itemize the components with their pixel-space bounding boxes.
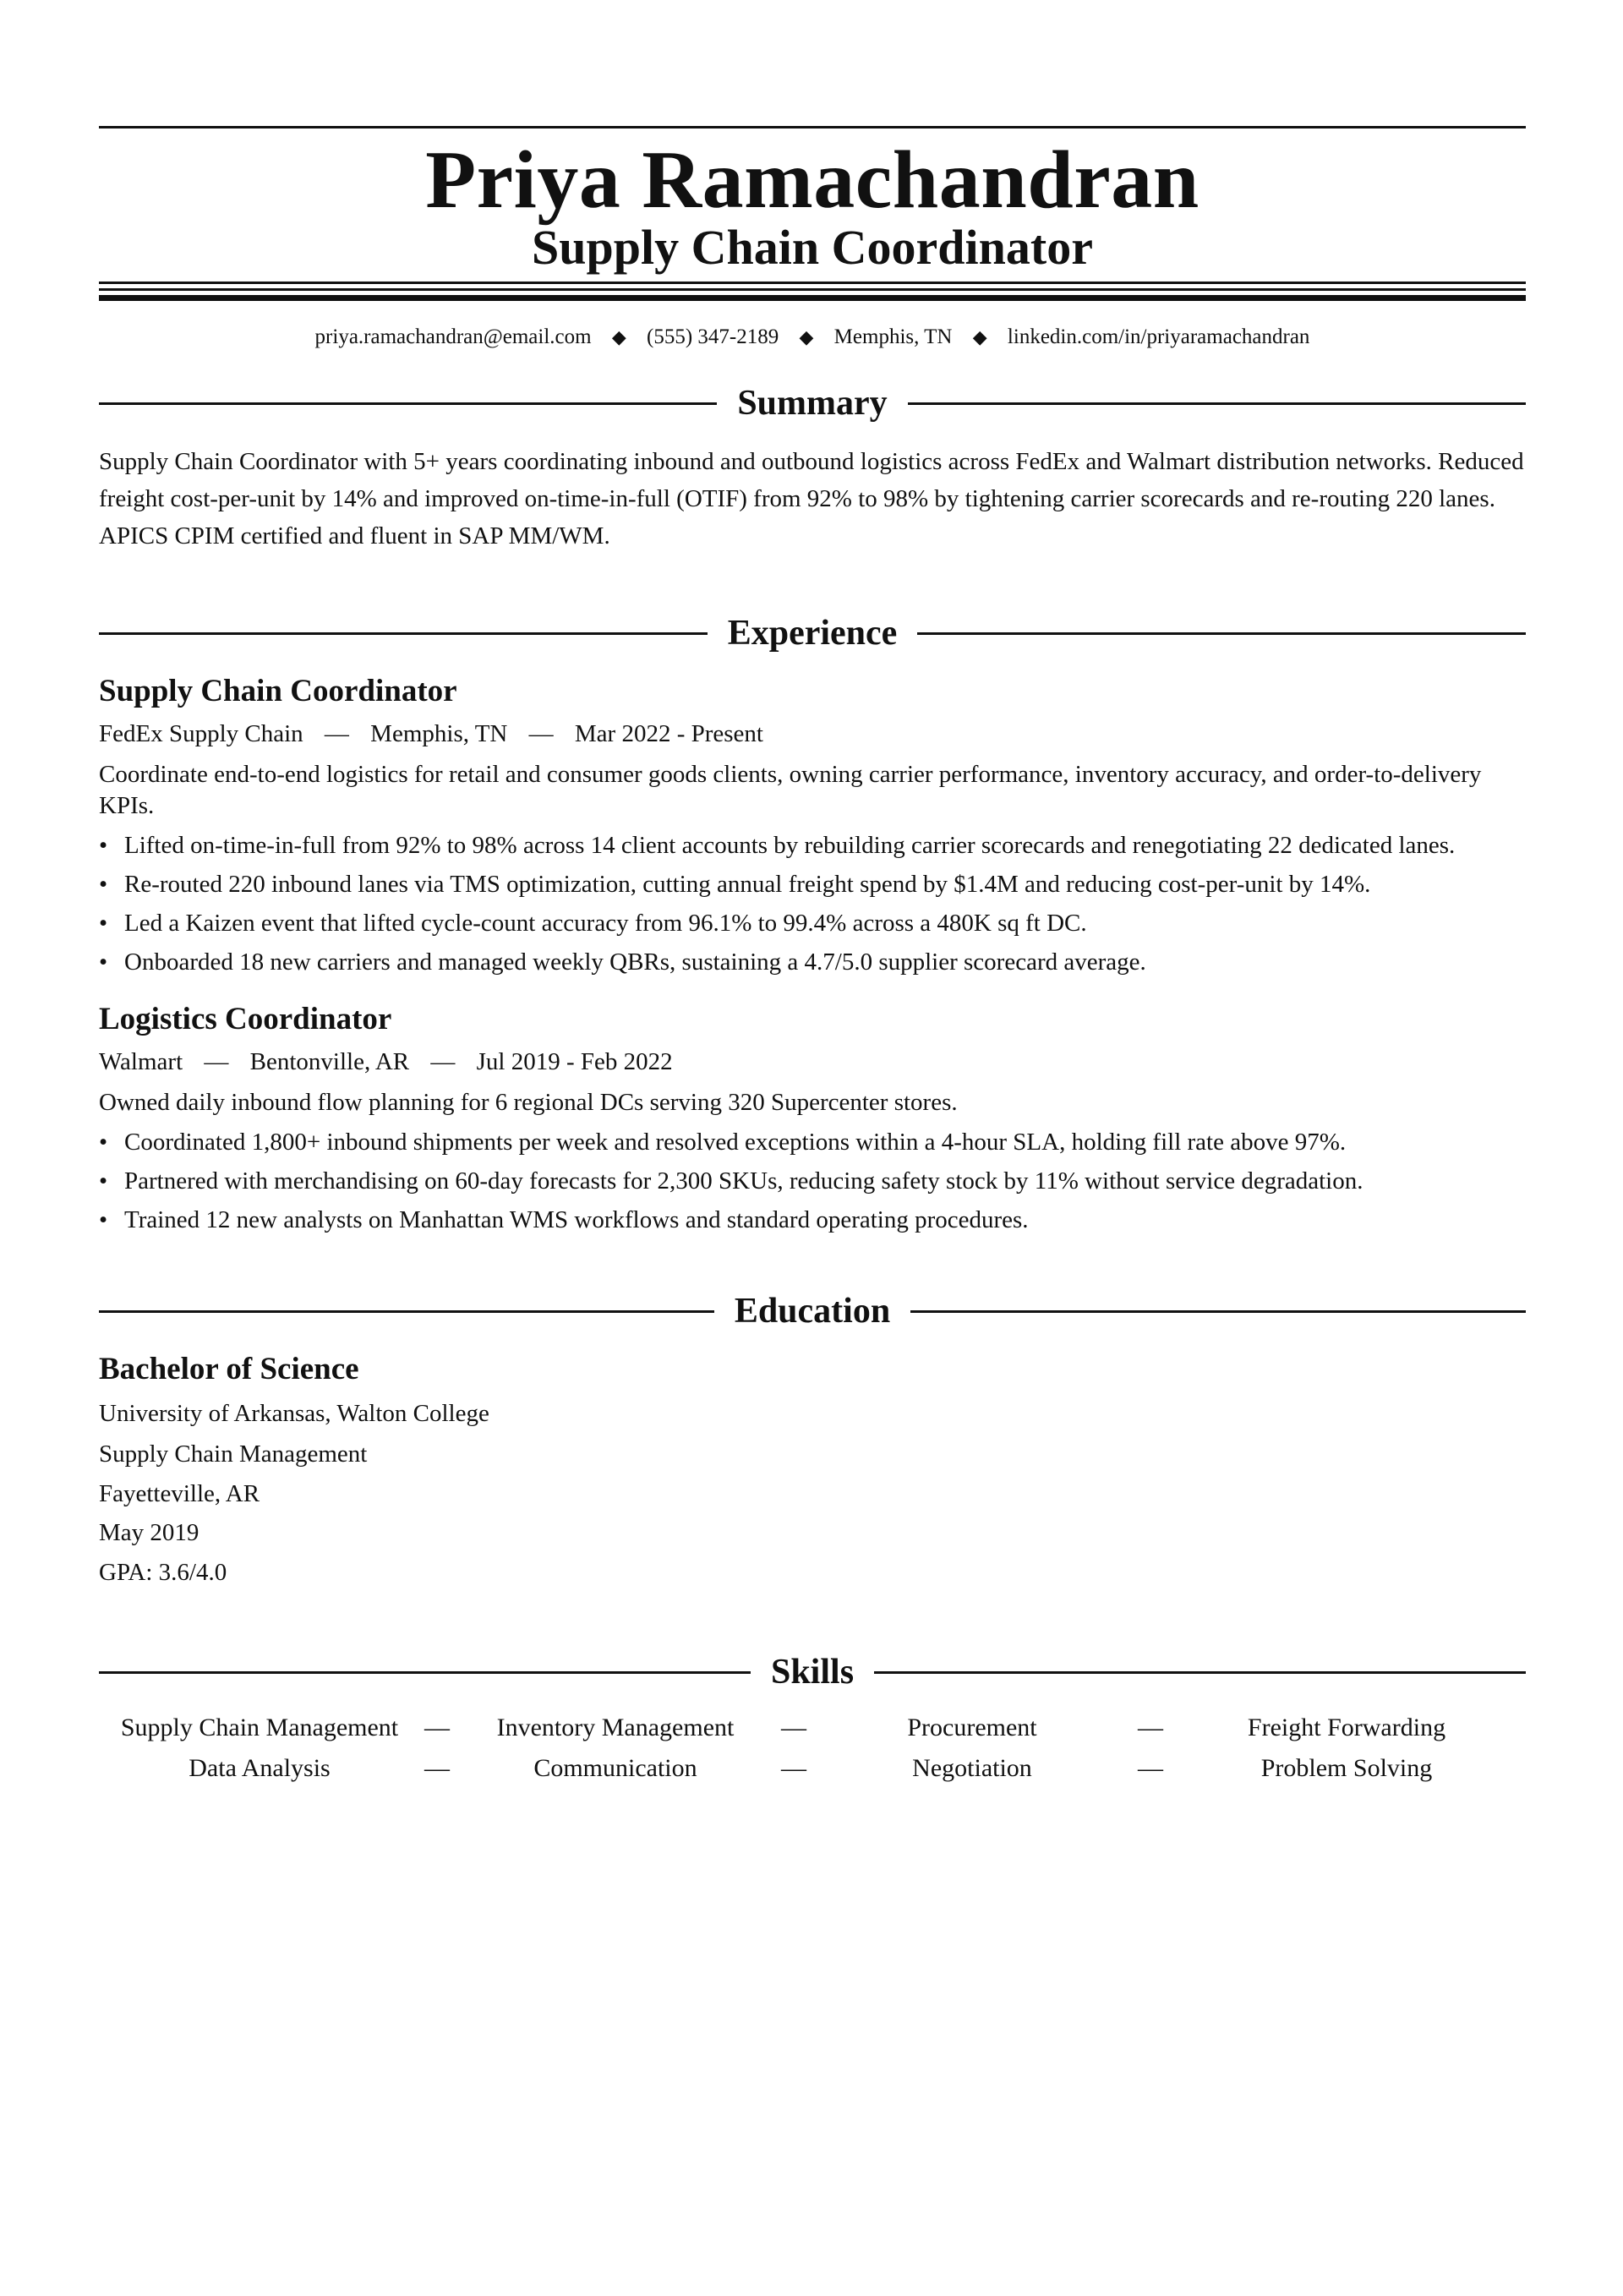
bullet-icon: • bbox=[99, 910, 108, 937]
bullet-text: Re-routed 220 inbound lanes via TMS optimization, cutting annual freight spend by $1.4M and reducing cost-per-unit by 14%. bbox=[124, 871, 1371, 898]
job-dates: Mar 2022 - Present bbox=[574, 720, 763, 747]
dash-separator-icon: — bbox=[528, 720, 554, 747]
heading-rule-left bbox=[99, 1671, 751, 1674]
bullet-text: Led a Kaizen event that lifted cycle-count accuracy from 96.1% to 99.4% across a 480K sq ft DC. bbox=[124, 910, 1087, 937]
job-title: Supply Chain Coordinator bbox=[99, 674, 457, 708]
top-rule bbox=[99, 126, 1526, 128]
bullet-icon: • bbox=[99, 832, 108, 859]
job-company: Walmart bbox=[99, 1048, 183, 1075]
skill-item: Communication bbox=[533, 1754, 697, 1782]
list-item bbox=[99, 1123, 1526, 1162]
bullet-text: Coordinated 1,800+ inbound shipments per week and resolved exceptions within a 4-hour SLA, holding fill rate above 97%. bbox=[124, 1129, 1347, 1156]
job-bullets bbox=[99, 1123, 1526, 1239]
list-item bbox=[99, 904, 1526, 943]
education-date: May 2019 bbox=[99, 1519, 199, 1546]
skill-item: Inventory Management bbox=[496, 1714, 735, 1741]
skill-item: Freight Forwarding bbox=[1247, 1714, 1446, 1741]
heading-rule-right bbox=[910, 1310, 1526, 1313]
contact-location: Memphis, TN bbox=[833, 325, 953, 348]
heading-rule-right bbox=[917, 632, 1526, 635]
bullet-icon: • bbox=[99, 948, 108, 976]
contact-line bbox=[99, 323, 1526, 352]
bullet-text: Partnered with merchandising on 60-day forecasts for 2,300 SKUs, reducing safety stock by 11% without service degradation. bbox=[124, 1167, 1363, 1194]
job-description: Owned daily inbound flow planning for 6 regional DCs serving 320 Supercenter stores. bbox=[99, 1089, 958, 1116]
job-title: Logistics Coordinator bbox=[99, 1002, 392, 1036]
dash-separator-icon: — bbox=[204, 1048, 229, 1075]
education-location: Fayetteville, AR bbox=[99, 1480, 260, 1507]
dash-separator-icon: — bbox=[781, 1714, 806, 1741]
job-dates: Jul 2019 - Feb 2022 bbox=[476, 1048, 673, 1075]
list-item bbox=[99, 826, 1526, 865]
summary-text: Supply Chain Coordinator with 5+ years coordinating inbound and outbound logistics across FedEx and Walmart distribution networks. Reduced freight cost-per-unit by 14% and improved on-time-in-full (OTIF) from 92% to 98% by tightening carrier scorecards and re-routing 220 lanes. APICS CPIM certified and fluent in SAP MM/WM. bbox=[99, 448, 1524, 549]
job-description: Coordinate end-to-end logistics for retail and consumer goods clients, owning carrier performance, inventory accuracy, and order-to-delivery KPIs. bbox=[99, 761, 1482, 819]
bullet-icon: • bbox=[99, 1206, 108, 1233]
section-title: Skills bbox=[770, 1653, 855, 1692]
section-heading-education bbox=[99, 1286, 1526, 1337]
section-heading-skills bbox=[99, 1647, 1526, 1697]
section-heading-summary bbox=[99, 378, 1526, 429]
skill-item: Problem Solving bbox=[1260, 1754, 1433, 1782]
header-rule-thin-2 bbox=[99, 288, 1526, 291]
skill-item: Procurement bbox=[907, 1714, 1037, 1741]
skill-item: Data Analysis bbox=[189, 1754, 331, 1782]
section-title: Education bbox=[734, 1292, 891, 1331]
candidate-name: Priya Ramachandran bbox=[425, 134, 1199, 226]
diamond-separator-icon: ◆ bbox=[611, 326, 626, 347]
heading-rule-right bbox=[874, 1671, 1526, 1674]
bullet-text: Trained 12 new analysts on Manhattan WMS workflows and standard operating procedures. bbox=[124, 1206, 1029, 1233]
header-rule-thick bbox=[99, 295, 1526, 301]
job-bullets bbox=[99, 826, 1526, 981]
heading-rule-left bbox=[99, 1310, 714, 1313]
education-gpa: GPA: 3.6/4.0 bbox=[99, 1559, 227, 1586]
job-location: Memphis, TN bbox=[370, 720, 508, 747]
header-rule-thin-1 bbox=[99, 282, 1526, 284]
contact-email[interactable]: priya.ramachandran@email.com bbox=[314, 325, 592, 348]
dash-separator-icon: — bbox=[424, 1714, 450, 1741]
education-field: Supply Chain Management bbox=[99, 1440, 368, 1468]
diamond-separator-icon: ◆ bbox=[799, 326, 814, 347]
diamond-separator-icon: ◆ bbox=[972, 326, 987, 347]
section-heading-experience bbox=[99, 608, 1526, 659]
contact-phone[interactable]: (555) 347-2189 bbox=[647, 325, 779, 348]
heading-rule-left bbox=[99, 402, 717, 405]
list-item bbox=[99, 943, 1526, 981]
bullet-icon: • bbox=[99, 1129, 108, 1156]
dash-separator-icon: — bbox=[1138, 1714, 1163, 1741]
dash-separator-icon: — bbox=[424, 1754, 450, 1782]
job-meta bbox=[99, 1045, 673, 1079]
header-rules bbox=[99, 282, 1526, 301]
contact-linkedin[interactable]: linkedin.com/in/priyaramachandran bbox=[1007, 325, 1310, 348]
job-company: FedEx Supply Chain bbox=[99, 720, 303, 747]
skill-item: Supply Chain Management bbox=[120, 1714, 399, 1741]
section-title: Summary bbox=[737, 384, 888, 423]
section-title: Experience bbox=[727, 614, 898, 653]
list-item bbox=[99, 1162, 1526, 1200]
bullet-text: Lifted on-time-in-full from 92% to 98% across 14 client accounts by rebuilding carrier scorecards and renegotiating 22 dedicated lanes. bbox=[124, 832, 1456, 859]
education-school: University of Arkansas, Walton College bbox=[99, 1400, 489, 1427]
list-item bbox=[99, 865, 1526, 904]
bullet-icon: • bbox=[99, 871, 108, 898]
skills-grid bbox=[99, 1711, 1526, 1785]
skill-item: Negotiation bbox=[912, 1754, 1032, 1782]
heading-rule-right bbox=[908, 402, 1526, 405]
dash-separator-icon: — bbox=[430, 1048, 456, 1075]
candidate-headline: Supply Chain Coordinator bbox=[532, 220, 1093, 275]
dash-separator-icon: — bbox=[324, 720, 349, 747]
bullet-text: Onboarded 18 new carriers and managed weekly QBRs, sustaining a 4.7/5.0 supplier scorecard average. bbox=[124, 948, 1146, 976]
list-item bbox=[99, 1200, 1526, 1239]
heading-rule-left bbox=[99, 632, 708, 635]
job-meta bbox=[99, 717, 763, 751]
dash-separator-icon: — bbox=[781, 1754, 806, 1782]
dash-separator-icon: — bbox=[1138, 1754, 1163, 1782]
education-degree: Bachelor of Science bbox=[99, 1352, 359, 1386]
job-location: Bentonville, AR bbox=[249, 1048, 410, 1075]
bullet-icon: • bbox=[99, 1167, 108, 1194]
